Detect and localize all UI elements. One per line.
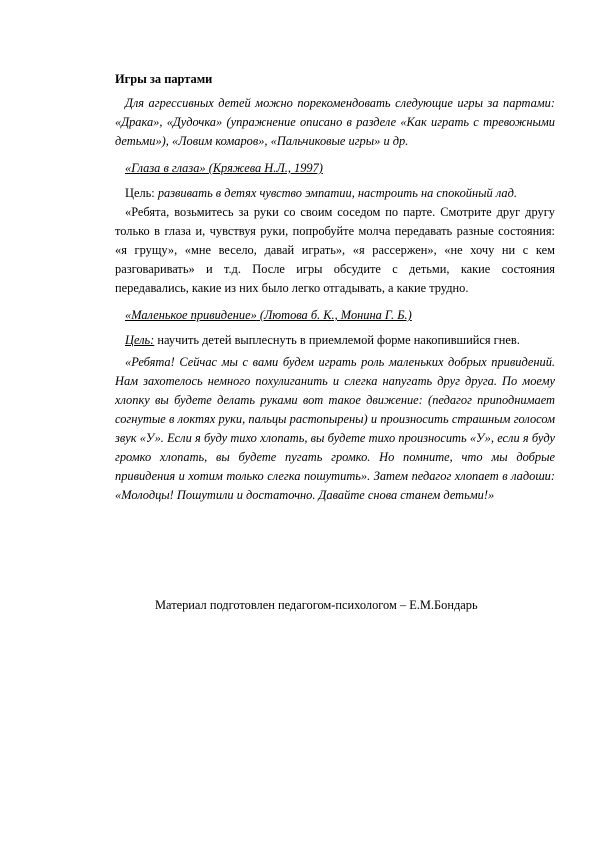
author-footer: Материал подготовлен педагогом-психологом – Е.М.Бондарь [155,598,478,612]
game2-source [115,306,555,325]
document-body [115,70,555,505]
game2-authors: (Лютова б. К., Монина Г. Б.) [256,308,412,322]
game1-source [115,159,555,178]
game1-goal [115,184,555,203]
game1-body: «Ребята, возьмитесь за руки со своим соседом по парте. Смотрите друг другу только в глаза и, чувствуя руки, попробуйте молча передавать разные состояния: «я грущу», «мне весело, давай играть», «я рассержен», «не хочу ни с кем разговаривать» и т.д. После игры обсудите с детьми, какие состояния передавались, какие из них было легко отгадывать, а какие трудно. [115,205,555,295]
game1-goal-label: Цель: [125,186,158,200]
game2-goal-text: научить детей выплеснуть в приемлемой форме накопившийся гнев. [154,333,520,347]
game1-goal-text: развивать в детях чувство эмпатии, настроить на спокойный лад. [157,186,517,200]
section-heading: Игры за партами [115,72,213,86]
intro-paragraph: Для агрессивных детей можно порекомендовать следующие игры за партами: «Драка», «Дудочка» (упражнение описано в разделе «Как играть с тревожными детьми»), «Ловим комаров», «Пальчиковые игры» и др. [115,96,555,148]
game2-goal-label: Цель: [125,333,155,347]
game1-title: «Глаза в глаза» [125,161,206,175]
game1-authors: (Кряжева Н.Л., 1997) [205,161,323,175]
game2-title: «Маленькое привидение» [125,308,257,322]
game2-goal [115,331,555,350]
game2-body: «Ребята! Сейчас мы с вами будем играть роль маленьких добрых привидений. Нам захотелось немного похулиганить и слегка напугать друг друга. По моему хлопку вы будете делать руками вот такое движение: (педагог приподнимает согнутые в локтях руки, пальцы растопырены) и произносить страшным голосом звук «У». Если я буду тихо хлопать, вы будете тихо произносить «У», если я буду громко хлопать, вы будете пугать громко. Но помните, что мы добрые привидения и хотим только слегка пошутить». Затем педагог хлопает в ладоши: «Молодцы! Пошутили и достаточно. Давайте снова станем детьми!» [115,355,555,502]
